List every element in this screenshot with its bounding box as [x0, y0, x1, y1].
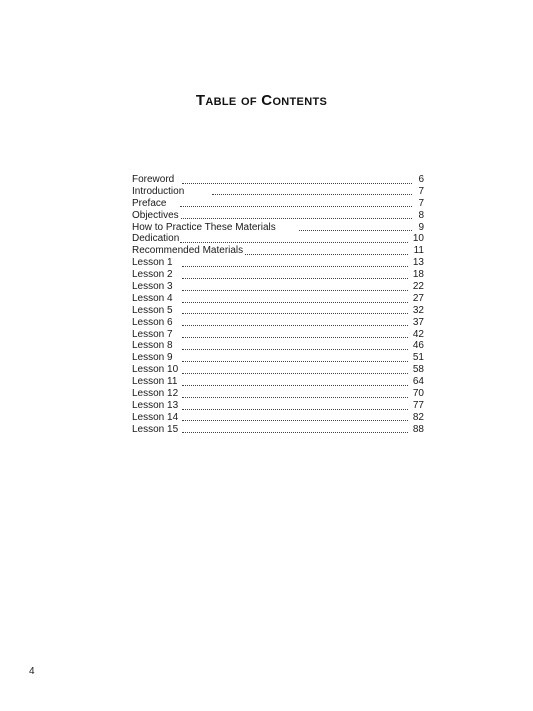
toc-entry-page: 32: [412, 304, 424, 316]
toc-entry[interactable]: [132, 317, 424, 329]
dot-leader: [182, 302, 408, 303]
toc-entry-page: 18: [412, 269, 424, 281]
toc-entry-label: Lesson 14: [132, 411, 179, 423]
toc-entry-label: Lesson 12: [132, 388, 179, 400]
toc-entry-page: 51: [412, 352, 424, 364]
toc-entry[interactable]: [132, 364, 424, 376]
toc-entry[interactable]: [132, 233, 424, 245]
toc-entry-label: Objectives: [132, 209, 179, 221]
toc-entry[interactable]: [132, 329, 424, 341]
dot-leader: [182, 420, 408, 421]
dot-leader: [182, 361, 408, 362]
dot-leader: [180, 242, 408, 243]
dot-leader: [182, 385, 408, 386]
toc-entry-page: 22: [412, 281, 424, 293]
toc-entry[interactable]: [132, 412, 424, 424]
dot-leader: [182, 290, 408, 291]
toc-entry[interactable]: [132, 376, 424, 388]
toc-entry[interactable]: [132, 269, 424, 281]
toc-entry-label: Lesson 6: [132, 316, 173, 328]
toc-entry-page: 46: [412, 340, 424, 352]
toc-entry-page: 8: [418, 209, 424, 221]
dot-leader: [182, 325, 408, 326]
toc-entry-page: 27: [412, 292, 424, 304]
dot-leader: [182, 397, 408, 398]
toc-entry[interactable]: [132, 222, 424, 234]
toc-entry[interactable]: [132, 305, 424, 317]
toc-entry-label: Recommended Materials: [132, 245, 244, 257]
toc-entry-page: 6: [418, 174, 424, 185]
toc-entry-page: 82: [412, 411, 424, 423]
toc-entry[interactable]: [132, 245, 424, 257]
toc-entry-label: Lesson 11: [132, 376, 178, 388]
toc-entry[interactable]: [132, 340, 424, 352]
page-number: 4: [29, 666, 35, 677]
toc-entry-label: Lesson 4: [132, 292, 173, 304]
toc-entry-label: Lesson 15: [132, 423, 179, 435]
toc-entry[interactable]: [132, 352, 424, 364]
dot-leader: [182, 432, 408, 433]
dot-leader: [182, 278, 408, 279]
toc-entry-label: Dedication: [132, 233, 180, 245]
dot-leader: [180, 206, 412, 207]
toc-entry-label: How to Practice These Materials: [132, 221, 276, 233]
toc-entry-page: 88: [412, 423, 424, 435]
toc-entry-page: 42: [412, 328, 424, 340]
toc-entry-page: 37: [412, 316, 424, 328]
dot-leader: [182, 183, 412, 184]
toc-entry-page: 58: [412, 364, 424, 376]
toc-entry-label: Lesson 10: [132, 364, 179, 376]
table-of-contents: [132, 174, 424, 436]
toc-entry-page: 7: [418, 197, 424, 209]
toc-entry[interactable]: [132, 210, 424, 222]
toc-entry[interactable]: [132, 281, 424, 293]
toc-entry[interactable]: [132, 198, 424, 210]
toc-entry-label: Lesson 2: [132, 269, 173, 281]
toc-entry-page: 11: [413, 245, 424, 257]
toc-entry-label: Lesson 9: [132, 352, 173, 364]
toc-entry[interactable]: [132, 174, 424, 186]
toc-entry-label: Foreword: [132, 174, 175, 185]
toc-entry-page: 7: [418, 185, 424, 197]
toc-entry[interactable]: [132, 400, 424, 412]
toc-entry-label: Lesson 5: [132, 304, 173, 316]
toc-entry-page: 64: [412, 376, 424, 388]
dot-leader: [182, 337, 408, 338]
dot-leader: [182, 313, 408, 314]
toc-entry-label: Lesson 8: [132, 340, 173, 352]
toc-entry[interactable]: [132, 186, 424, 198]
dot-leader: [299, 230, 412, 231]
toc-entry-page: 9: [418, 221, 424, 233]
toc-entry[interactable]: [132, 257, 424, 269]
dot-leader: [182, 266, 408, 267]
toc-entry-page: 70: [412, 388, 424, 400]
dot-leader: [212, 194, 412, 195]
toc-entry-page: 13: [412, 257, 424, 269]
toc-entry-page: 10: [412, 233, 424, 245]
dot-leader: [182, 349, 408, 350]
dot-leader: [182, 409, 408, 410]
page-title: Table of Contents: [195, 92, 328, 109]
toc-entry-label: Preface: [132, 197, 167, 209]
toc-entry[interactable]: [132, 293, 424, 305]
toc-entry[interactable]: [132, 424, 424, 436]
dot-leader: [240, 254, 408, 255]
toc-entry-label: Introduction: [132, 185, 185, 197]
toc-entry-label: Lesson 1: [132, 257, 173, 269]
toc-entry-label: Lesson 7: [132, 328, 173, 340]
toc-entry-page: 77: [412, 399, 424, 411]
toc-entry-label: Lesson 13: [132, 399, 179, 411]
dot-leader: [178, 218, 412, 219]
dot-leader: [182, 373, 408, 374]
toc-entry-label: Lesson 3: [132, 281, 173, 293]
toc-entry[interactable]: [132, 388, 424, 400]
